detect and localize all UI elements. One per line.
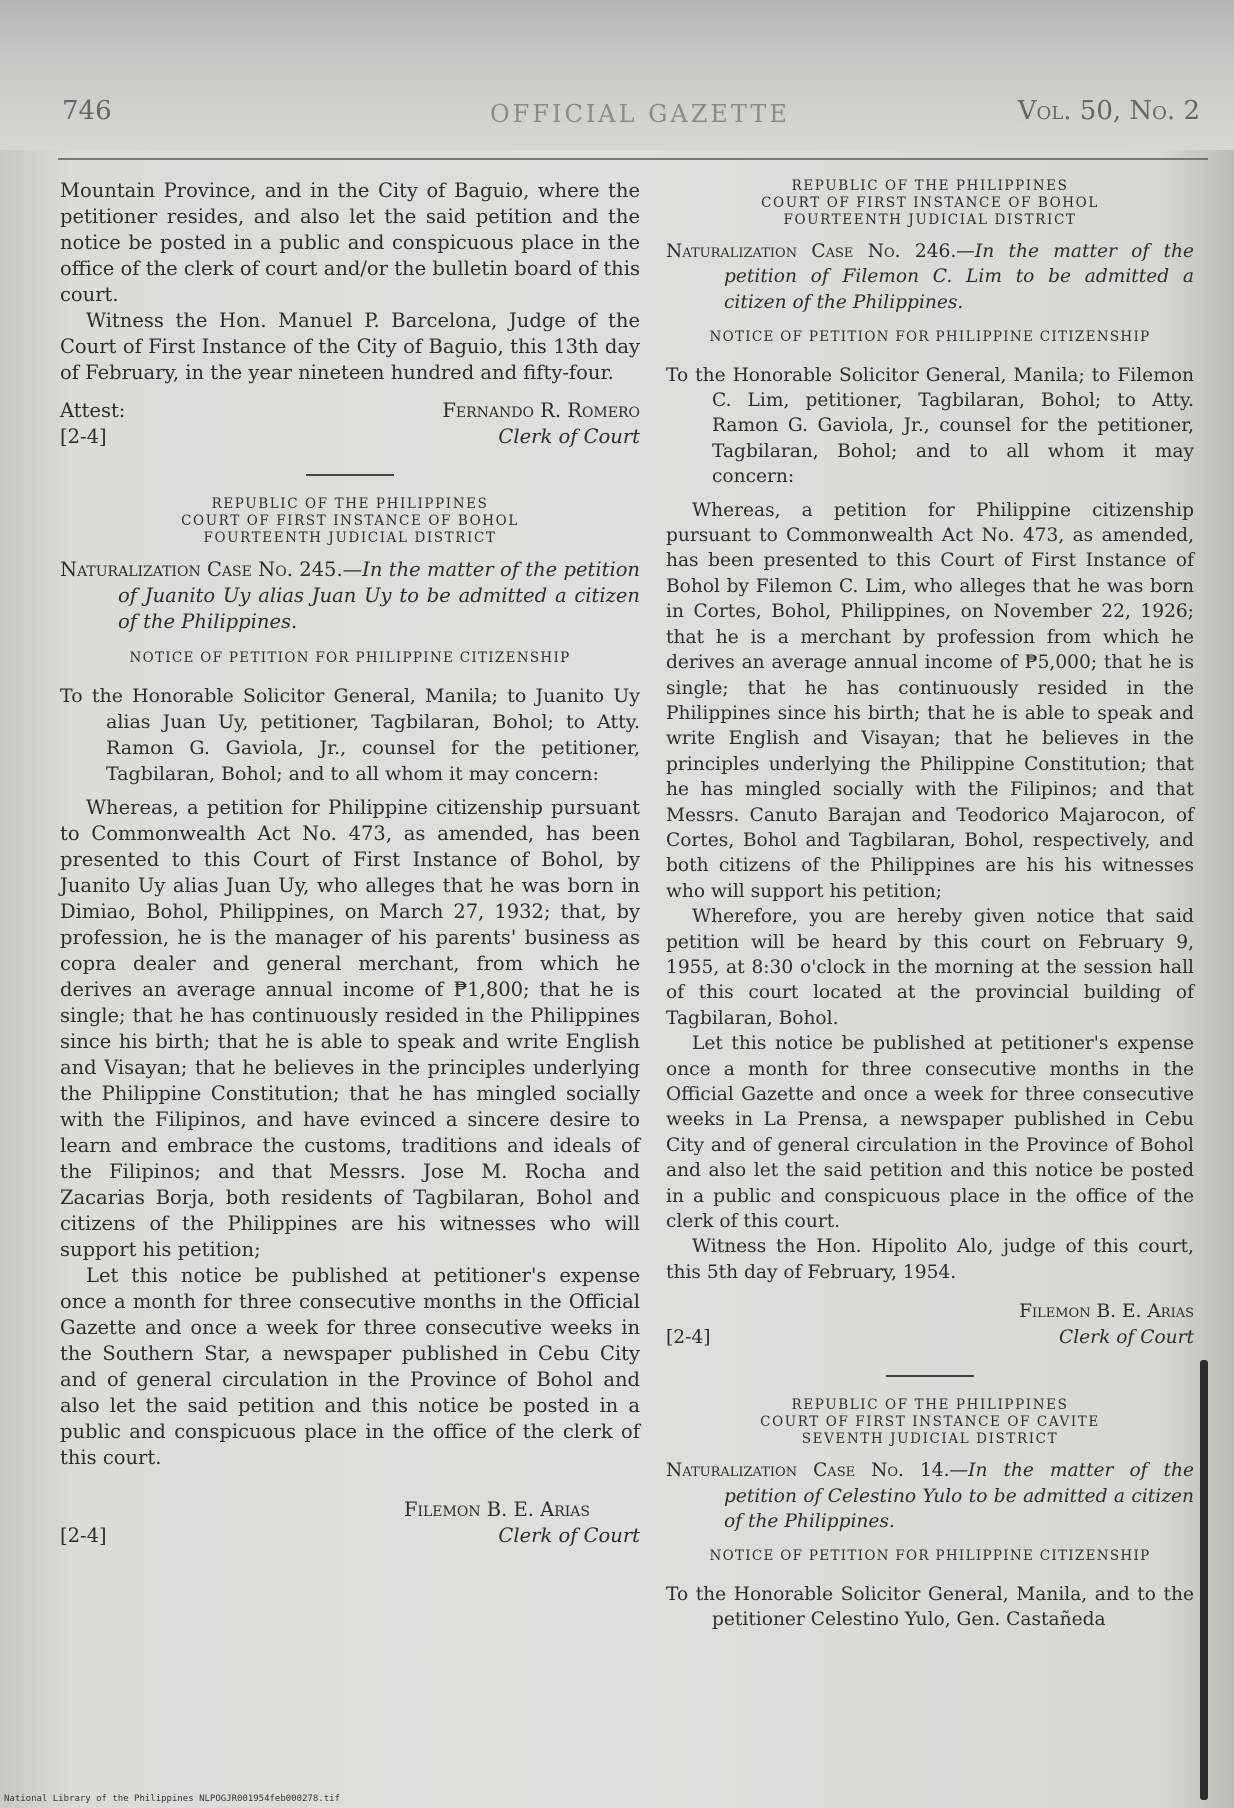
signature-block	[60, 1497, 640, 1551]
right-column	[666, 178, 1194, 1633]
witness-paragraph: Witness the Hon. Hipolito Alo, judge of this court, this 5th day of February, 1954.	[666, 1236, 1194, 1283]
court-line: COURT OF FIRST INSTANCE OF BOHOL	[181, 513, 519, 529]
clerk-name: Filemon B. E. Arias	[403, 1498, 590, 1521]
case-label: Naturalization Case No. 246.	[666, 241, 957, 262]
signature-block	[666, 1299, 1194, 1353]
reference-number: [2-4]	[666, 1327, 711, 1349]
court-line: FOURTEENTH JUDICIAL DISTRICT	[783, 212, 1077, 228]
court-line: FOURTEENTH JUDICIAL DISTRICT	[203, 530, 497, 546]
reference-number: [2-4]	[60, 1524, 107, 1547]
section-divider	[306, 474, 394, 476]
case-title	[60, 557, 640, 635]
clerk-title: Clerk of Court	[1059, 1327, 1194, 1349]
publication-paragraph: Let this notice be published at petitioner's expense once a month for three consecutive months in the Official Gazette and once a week for three consecutive weeks in the Southern Star, a newspaper published in Cebu City and of general circulation in the Province of Bohol and also let the said petition and this notice be posted in a public and conspicuous place in the office of the clerk of this court.	[60, 1264, 640, 1469]
clerk-name: Filemon B. E. Arias	[1019, 1301, 1194, 1323]
court-heading	[60, 496, 640, 547]
court-heading	[666, 178, 1194, 229]
page-number: 746	[62, 96, 112, 126]
clerk-title: Clerk of Court	[498, 425, 640, 448]
publication-paragraph: Let this notice be published at petitioner's expense once a month for three consecutive months in the Official Gazette and once a week for three consecutive weeks in La Prensa, a newspaper published in Cebu City and of general circulation in the Province of Bohol and also let the said petition and this notice be posted in a public and conspicuous place in the office of the clerk of this court.	[666, 1033, 1194, 1233]
court-line: REPUBLIC OF THE PHILIPPINES	[791, 1397, 1069, 1414]
court-line: COURT OF FIRST INSTANCE OF BOHOL	[761, 195, 1099, 211]
court-heading	[666, 1397, 1194, 1448]
case-title	[666, 1458, 1194, 1534]
publication-title: OFFICIAL GAZETTE	[490, 100, 790, 128]
notice-heading: NOTICE OF PETITION FOR PHILIPPINE CITIZENSHIP	[709, 1548, 1151, 1565]
court-line: REPUBLIC OF THE PHILIPPINES	[791, 178, 1069, 194]
signature-block	[60, 398, 640, 452]
binding-shadow	[1200, 1360, 1208, 1800]
whereas-paragraph: Whereas, a petition for Philippine citizenship pursuant to Commonwealth Act No. 473, as amended, has been presented to this Court of First Instance of Bohol, by Juanito Uy alias Juan Uy, who alleges that he was born in Dimiao, Bohol, Philippines, on March 27, 1932; that, by profession, he is the manager of his parents' business as copra dealer and general merchant, from which he derives an average annual income of ₱1,800; that he is single; that he has continuously resided in the Philippines since his birth; that he is able to speak and write English and Visayan; that he believes in the principles underlying the Philippine Constitution; that he has mingled socially with the Filipinos, and have evinced a sincere desire to learn and embrace the customs, traditions and ideals of the Filipinos; and that Messrs. Jose M. Rocha and Zacarias Borja, both residents of Tagbilaran, Bohol and citizens of the Philippines are his witnesses who will support his petition;	[60, 796, 640, 1261]
clerk-title: Clerk of Court	[498, 1524, 640, 1547]
intro-paragraph: Mountain Province, and in the City of Baguio, where the petitioner resides, and also let the said petition and the notice be posted in a public and conspicuous place in the office of the clerk of court and/or the bulletin board of this court.	[60, 179, 640, 306]
notice-heading: NOTICE OF PETITION FOR PHILIPPINE CITIZENSHIP	[709, 329, 1151, 346]
whereas-paragraph: Whereas, a petition for Philippine citizenship pursuant to Commonwealth Act No. 473, as amended, has been presented to this Court of First Instance of Bohol by Filemon C. Lim, who alleges that he was born in Cortes, Bohol, Philippines, on November 22, 1926; that he is a merchant by profession from which he derives an average annual income of ₱5,000; that he is single; that he has continuously resided in the Philippines since his birth; that he is able to speak and write English and Visayan; that he believes in the principles underlying the Philippine Constitution; that he has mingled socially with the Filipinos; and that Messrs. Canuto Barajan and Teodorico Majarocon, of Cortes, Bohol and Tagbilaran, Bohol, respectively, and both citizens of the Philippines are his his witnesses who will support his petition;	[666, 499, 1194, 902]
addressee-paragraph: To the Honorable Solicitor General, Manila; to Filemon C. Lim, petitioner, Tagbilaran, Bohol; to Atty. Ramon G. Gaviola, Jr., counsel for the petitioner, Tagbilaran, Bohol; and to all whom it may concern:	[666, 364, 1194, 488]
case-description: —In the matter of the petition of Celestino Yulo to be admitted a citizen of the Philippines.	[724, 1460, 1194, 1533]
case-description: —In the matter of the petition of Juanito Uy alias Juan Uy to be admitted a citizen of the Philippines.	[118, 558, 640, 633]
court-line: COURT OF FIRST INSTANCE OF CAVITE	[760, 1414, 1100, 1431]
case-label: Naturalization Case No. 245.	[60, 558, 343, 581]
volume-number: Vol. 50, No. 2	[1017, 96, 1200, 126]
addressee-paragraph: To the Honorable Solicitor General, Manila; to Juanito Uy alias Juan Uy, petitioner, Tagbilaran, Bohol; to Atty. Ramon G. Gaviola, Jr., counsel for the petitioner, Tagbilaran, Bohol; and to all whom it may concern:	[60, 685, 640, 785]
reference-number: [2-4]	[60, 425, 107, 448]
notice-heading: NOTICE OF PETITION FOR PHILIPPINE CITIZENSHIP	[129, 650, 571, 666]
attest-label: Attest:	[60, 399, 126, 422]
addressee-paragraph: To the Honorable Solicitor General, Manila, and to the petitioner Celestino Yulo, Gen. Castañeda	[666, 1583, 1194, 1631]
case-title	[666, 239, 1194, 315]
witness-paragraph: Witness the Hon. Manuel P. Barcelona, Judge of the Court of First Instance of the City of Baguio, this 13th day of February, in the year nineteen hundred and fifty-four.	[60, 309, 640, 384]
wherefore-paragraph: Wherefore, you are hereby given notice that said petition will be heard by this court on February 9, 1955, at 8:30 o'clock in the morning at the session hall of this court located at the provincial building of Tagbilaran, Bohol.	[666, 906, 1194, 1029]
header-rule	[58, 158, 1208, 160]
case-label: Naturalization Case No. 14.	[666, 1460, 950, 1482]
case-description: —In the matter of the petition of Filemon C. Lim to be admitted a citizen of the Philippines.	[724, 241, 1195, 313]
court-line: REPUBLIC OF THE PHILIPPINES	[211, 496, 489, 512]
left-column	[60, 178, 640, 1551]
court-line: SEVENTH JUDICIAL DISTRICT	[801, 1431, 1059, 1448]
clerk-name: Fernando R. Romero	[442, 399, 640, 422]
section-divider	[886, 1375, 974, 1377]
scan-footer: National Library of the Philippines NLPOGJR001954feb000278.tif	[4, 1794, 340, 1804]
